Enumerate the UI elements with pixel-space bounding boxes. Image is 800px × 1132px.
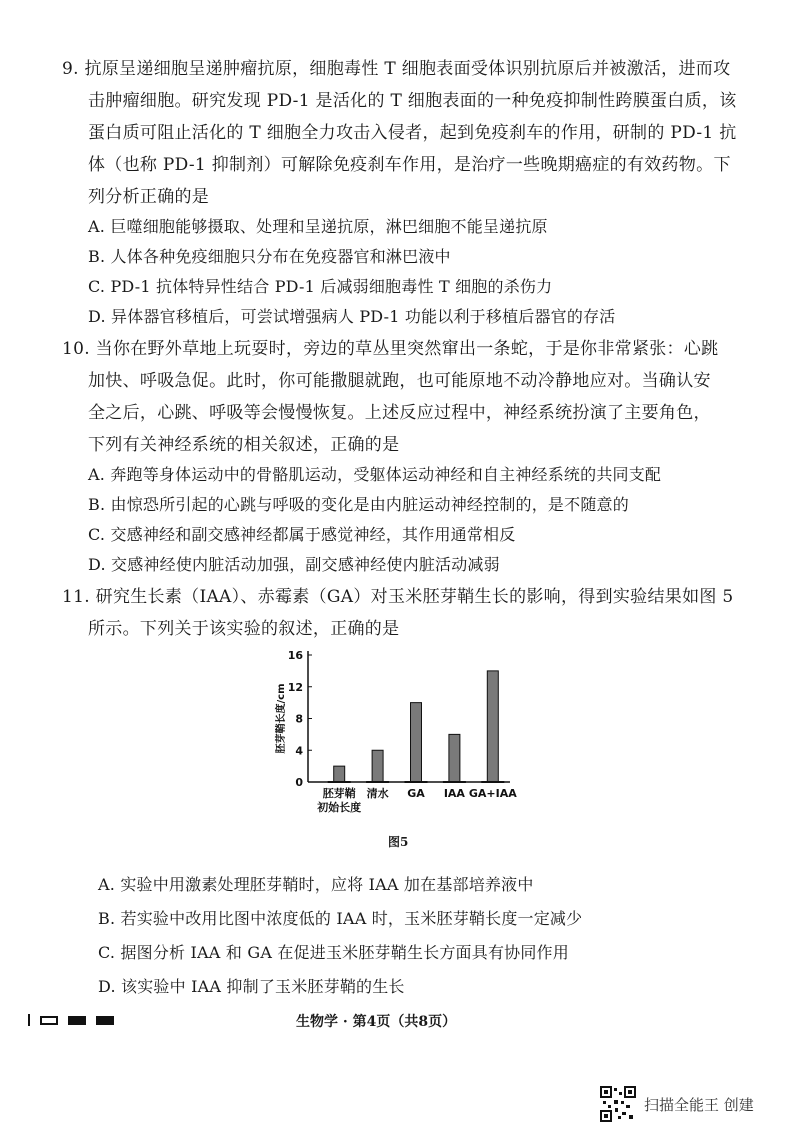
question-9-line-2: 击肿瘤细胞。研究发现 PD-1 是活化的 T 细胞表面的一种免疫抑制性跨膜蛋白质，该 bbox=[88, 91, 737, 111]
question-11-line-1: 11. 研究生长素（IAA）、赤霉素（GA）对玉米胚芽鞘生长的影响，得到实验结果如图 5 bbox=[62, 587, 734, 607]
question-10-line-2: 加快、呼吸急促。此时，你可能撒腿就跑，也可能原地不动冷静地应对。当确认安 bbox=[88, 371, 711, 391]
qr-code-icon bbox=[600, 1086, 636, 1122]
question-10-option-c: C. 交感神经和副交感神经都属于感觉神经，其作用通常相反 bbox=[88, 525, 516, 544]
figure-5-bar-chart bbox=[270, 645, 530, 825]
question-9-option-a: A. 巨噬细胞能够摄取、处理和呈递抗原，淋巴细胞不能呈递抗原 bbox=[88, 217, 548, 236]
question-9-option-d: D. 异体器官移植后，可尝试增强病人 PD-1 功能以利于移植后器官的存活 bbox=[88, 307, 616, 326]
y-tick-label: 12 bbox=[287, 680, 303, 694]
x-tick-label: GA+IAA bbox=[468, 787, 517, 800]
bar-2 bbox=[411, 703, 422, 782]
registration-hollow-mark bbox=[40, 1016, 58, 1025]
question-11-line-2: 所示。下列关于该实验的叙述，正确的是 bbox=[88, 619, 400, 639]
question-9-line-1: 9. 抗原呈递细胞呈递肿瘤抗原，细胞毒性 T 细胞表面受体识别抗原后并被激活，进而攻 bbox=[62, 59, 731, 79]
y-tick-label: 4 bbox=[295, 744, 303, 758]
question-9-line-4: 体（也称 PD-1 抑制剂）可解除免疫刹车作用，是治疗一些晚期癌症的有效药物。下 bbox=[88, 155, 731, 175]
x-tick-label: IAA bbox=[443, 787, 465, 800]
x-tick-label: 清水 bbox=[366, 787, 389, 800]
y-tick-label: 8 bbox=[295, 712, 303, 726]
question-11-option-b: B. 若实验中改用比图中浓度低的 IAA 时，玉米胚芽鞘长度一定减少 bbox=[98, 909, 583, 928]
question-9-line-3: 蛋白质可阻止活化的 T 细胞全力攻击入侵者，起到免疫刹车的作用，研制的 PD-1 抗 bbox=[88, 123, 737, 143]
question-10-option-d: D. 交感神经使内脏活动加强，副交感神经使内脏活动减弱 bbox=[88, 555, 500, 574]
x-tick-label: 胚芽鞘 bbox=[322, 787, 356, 800]
question-10-line-4: 下列有关神经系统的相关叙述，正确的是 bbox=[88, 435, 400, 455]
footer-registration-marks bbox=[28, 1014, 114, 1026]
question-10-option-a: A. 奔跑等身体运动中的骨骼肌运动，受躯体运动神经和自主神经系统的共同支配 bbox=[88, 465, 662, 484]
bar-3 bbox=[449, 734, 460, 782]
question-11-option-a: A. 实验中用激素处理胚芽鞘时，应将 IAA 加在基部培养液中 bbox=[98, 875, 534, 894]
registration-solid-mark bbox=[68, 1016, 86, 1025]
question-9-option-b: B. 人体各种免疫细胞只分布在免疫器官和淋巴液中 bbox=[88, 247, 451, 266]
question-10-option-b: B. 由惊恐所引起的心跳与呼吸的变化是由内脏运动神经控制的，是不随意的 bbox=[88, 495, 629, 514]
page-number-label: 生物学 · 第4页（共8页） bbox=[296, 1014, 457, 1030]
question-11-option-c: C. 据图分析 IAA 和 GA 在促进玉米胚芽鞘生长方面具有协同作用 bbox=[98, 943, 569, 962]
bar-4 bbox=[487, 671, 498, 782]
x-tick-label: 初始长度 bbox=[317, 801, 362, 814]
question-10-line-1: 10. 当你在野外草地上玩耍时，旁边的草丛里突然窜出一条蛇，于是你非常紧张：心跳 bbox=[62, 339, 719, 359]
question-9-option-c: C. PD-1 抗体特异性结合 PD-1 后减弱细胞毒性 T 细胞的杀伤力 bbox=[88, 277, 553, 296]
scanner-watermark bbox=[600, 1086, 754, 1122]
registration-tick-mark bbox=[28, 1014, 30, 1026]
x-tick-label: GA bbox=[407, 787, 425, 800]
scanner-watermark-text: 扫描全能王 创建 bbox=[644, 1095, 754, 1114]
registration-solid-mark bbox=[96, 1016, 114, 1025]
bar-1 bbox=[372, 750, 383, 782]
question-11-option-d: D. 该实验中 IAA 抑制了玉米胚芽鞘的生长 bbox=[98, 977, 405, 996]
question-9-line-5: 列分析正确的是 bbox=[88, 187, 210, 207]
question-10-line-3: 全之后，心跳、呼吸等会慢慢恢复。上述反应过程中，神经系统扮演了主要角色， bbox=[88, 403, 711, 423]
y-tick-label: 0 bbox=[295, 776, 303, 789]
bar-0 bbox=[334, 766, 345, 782]
y-tick-label: 16 bbox=[287, 649, 303, 662]
y-axis-label: 胚芽鞘长度/cm bbox=[276, 683, 287, 754]
figure-caption: 图5 bbox=[388, 835, 409, 849]
